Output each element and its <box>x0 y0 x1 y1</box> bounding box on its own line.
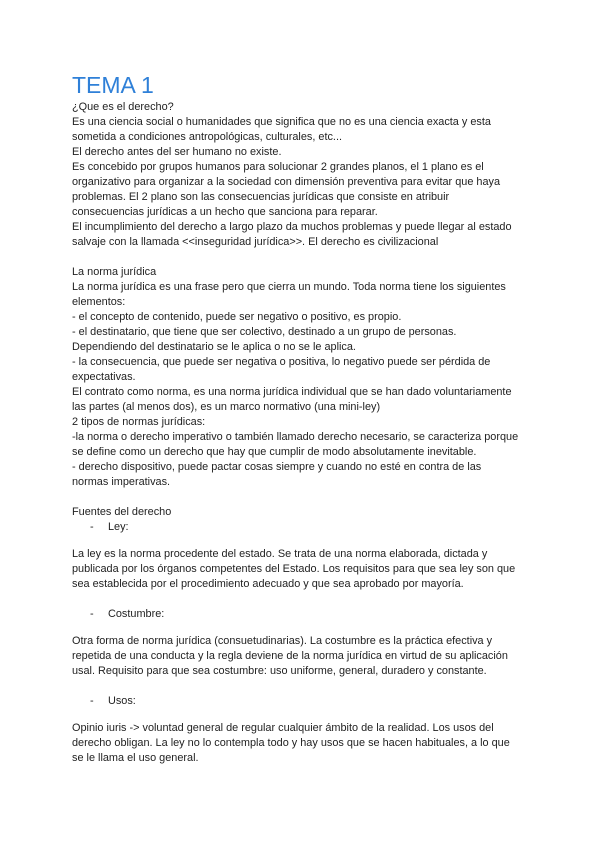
paragraph-line: problemas. El 2 plano son las consecuencias jurídicas que consiste en atribuir <box>72 191 450 203</box>
paragraph-line: Es concebido por grupos humanos para solucionar 2 grandes planos, el 1 plano es el <box>72 161 484 173</box>
list-item: - la consecuencia, que puede ser negativa o positiva, lo negativo puede ser pérdida de <box>72 356 491 368</box>
paragraph-line: se le llama el uso general. <box>72 752 199 764</box>
list-item: - el destinatario, que tiene que ser colectivo, destinado a un grupo de personas. <box>72 326 457 338</box>
paragraph-line: elementos: <box>72 296 126 308</box>
paragraph-line: organizativo para organizar a la sociedad con dimensión preventiva para evitar que haya <box>72 176 501 188</box>
paragraph-line: Otra forma de norma jurídica (consuetudinarias). La costumbre es la práctica efectiva y <box>72 635 493 647</box>
intro-section <box>72 100 538 250</box>
list-item: - el concepto de contenido, puede ser negativo o positivo, es propio. <box>72 311 402 323</box>
section-heading: ¿Que es el derecho? <box>72 101 174 113</box>
paragraph-line: El contrato como norma, es una norma jurídica individual que se han dado voluntariamente <box>72 386 512 398</box>
paragraph-line: expectativas. <box>72 371 136 383</box>
bullet-label: Ley: <box>108 521 129 533</box>
paragraph-line: se define como un derecho que hay que cumplir de modo absolutamente inevitable. <box>72 446 477 458</box>
dash-marker: - <box>90 695 94 707</box>
dash-marker: - <box>90 608 94 620</box>
paragraph-line: salvaje con la llamada <<inseguridad jurídica>>. El derecho es civilizacional <box>72 236 439 248</box>
paragraph-line: La ley es la norma procedente del estado. Se trata de una norma elaborada, dictada y <box>72 548 488 560</box>
bullet-label: Costumbre: <box>108 608 165 620</box>
document-body <box>72 100 538 766</box>
dash-marker: - <box>90 521 94 533</box>
paragraph-line: sometida a condiciones antropológicas, culturales, etc... <box>72 131 342 143</box>
paragraph-line: derecho obligan. La ley no lo contempla todo y hay usos que se hacen habituales, a lo que <box>72 737 510 749</box>
fuentes-section <box>72 505 538 766</box>
paragraph-line: normas imperativas. <box>72 476 171 488</box>
norma-section <box>72 265 538 490</box>
paragraph-line: publicada por los órganos competentes del Estado. Los requisitos para que sea ley son que <box>72 563 516 575</box>
paragraph-line: Dependiendo del destinatario se le aplica o no se le aplica. <box>72 341 356 353</box>
bullet-ley <box>72 520 538 535</box>
paragraph-line: Opinio iuris -> voluntad general de regular cualquier ámbito de la realidad. Los usos del <box>72 722 494 734</box>
paragraph-line: La norma jurídica es una frase pero que cierra un mundo. Toda norma tiene los siguientes <box>72 281 506 293</box>
bullet-label: Usos: <box>108 695 136 707</box>
paragraph-line: repetida de una conducta y la regla deviene de la norma jurídica en virtud de su aplicación <box>72 650 508 662</box>
paragraph-line: Es una ciencia social o humanidades que significa que no es una ciencia exacta y esta <box>72 116 491 128</box>
paragraph-line: El incumplimiento del derecho a largo plazo da muchos problemas y puede llegar al estado <box>72 221 512 233</box>
paragraph-line: consecuencias jurídicas a un hecho que sanciona para reparar. <box>72 206 378 218</box>
bullet-usos <box>72 694 538 709</box>
bullet-costumbre <box>72 607 538 622</box>
list-item: - derecho dispositivo, puede pactar cosas siempre y cuando no esté en contra de las <box>72 461 482 473</box>
paragraph-line: 2 tipos de normas jurídicas: <box>72 416 206 428</box>
list-item: -la norma o derecho imperativo o también llamado derecho necesario, se caracteriza porque <box>72 431 519 443</box>
section-heading: La norma jurídica <box>72 266 157 278</box>
paragraph-line: sea establecida por el procedimiento adecuado y que sea aprobado por mayoría. <box>72 578 464 590</box>
paragraph-line: las partes (al menos dos), es un marco normativo (una mini-ley) <box>72 401 381 413</box>
section-heading: Fuentes del derecho <box>72 506 172 518</box>
page-title: TEMA 1 <box>72 72 154 98</box>
paragraph-line: usal. Requisito para que sea costumbre: uso uniforme, general, duradero y constante. <box>72 665 487 677</box>
paragraph-line: El derecho antes del ser humano no existe. <box>72 146 282 158</box>
